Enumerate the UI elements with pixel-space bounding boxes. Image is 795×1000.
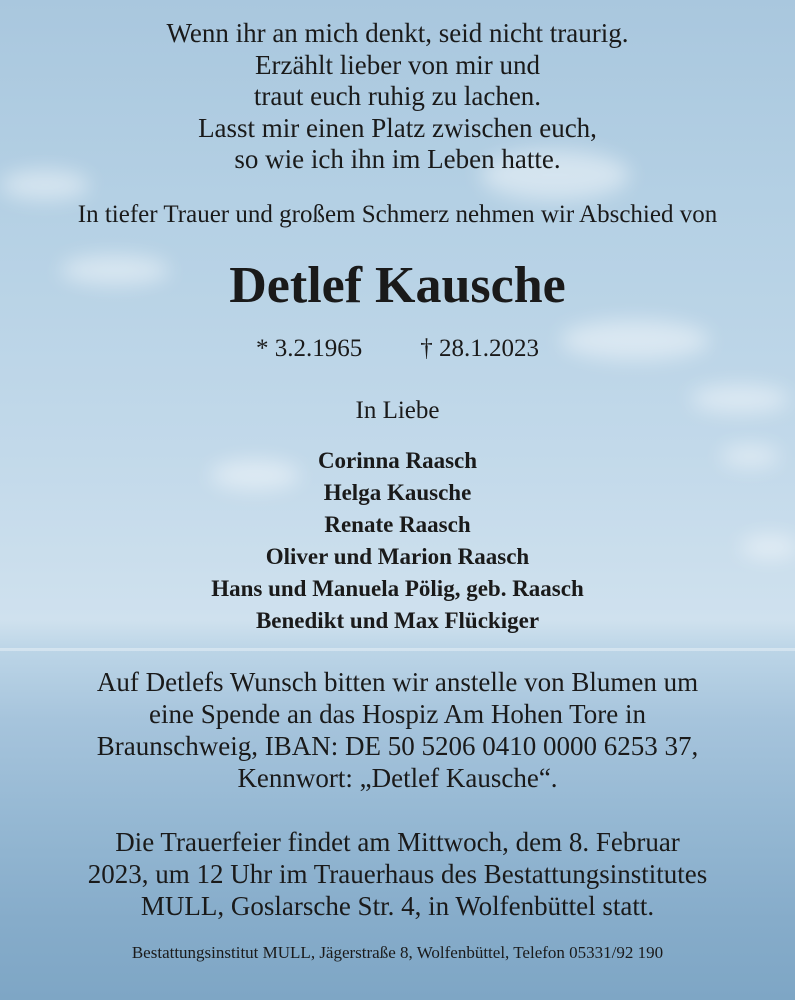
- service-line: Die Trauerfeier findet am Mittwoch, dem 8. Februar: [115, 827, 680, 857]
- life-dates: [0, 334, 795, 364]
- sea-horizon: [0, 648, 795, 651]
- mourners-heading: In Liebe: [355, 397, 440, 424]
- donation-line: eine Spende an das Hospiz Am Hohen Tore in: [148, 699, 646, 729]
- donation-request: [0, 666, 795, 794]
- donation-line: Braunschweig, IBAN: DE 50 5206 0410 0000 6253 37,: [96, 731, 699, 761]
- service-line: MULL, Goslarsche Str. 4, in Wolfenbüttel statt.: [140, 891, 655, 921]
- poem-line: Erzählt lieber von mir und: [255, 49, 540, 80]
- donation-line: Kennwort: „Detlef Kausche“.: [237, 763, 558, 793]
- farewell-intro: In tiefer Trauer und großem Schmerz nehmen wir Abschied von: [77, 201, 718, 228]
- poem-line: so wie ich ihn im Leben hatte.: [234, 144, 561, 174]
- poem-line: Lasst mir einen Platz zwischen euch,: [198, 112, 597, 143]
- death-date: † 28.1.2023: [420, 335, 539, 362]
- memorial-poem: [0, 18, 795, 176]
- funeral-home-footer: Bestattungsinstitut MULL, Jägerstraße 8, Wolfenbüttel, Telefon 05331/92 190: [131, 943, 664, 962]
- poem-line: Wenn ihr an mich denkt, seid nicht traurig.: [166, 18, 629, 48]
- mourner-name: Renate Raasch: [324, 512, 471, 537]
- service-line: 2023, um 12 Uhr im Trauerhaus des Bestattungsinstitutes: [87, 859, 708, 889]
- mourner-name: Corinna Raasch: [317, 448, 478, 473]
- mourner-name: Benedikt und Max Flückiger: [255, 608, 540, 633]
- mourner-name: Helga Kausche: [323, 480, 472, 505]
- mourner-name: Hans und Manuela Pölig, geb. Raasch: [211, 576, 584, 601]
- birth-date: * 3.2.1965: [256, 335, 363, 362]
- poem-line: traut euch ruhig zu lachen.: [253, 81, 542, 111]
- mourners-list: [0, 445, 795, 637]
- funeral-service-info: [0, 826, 795, 922]
- deceased-name: Detlef Kausche: [229, 257, 566, 314]
- mourner-name: Oliver und Marion Raasch: [265, 544, 530, 569]
- donation-line: Auf Detlefs Wunsch bitten wir anstelle von Blumen um: [96, 667, 699, 697]
